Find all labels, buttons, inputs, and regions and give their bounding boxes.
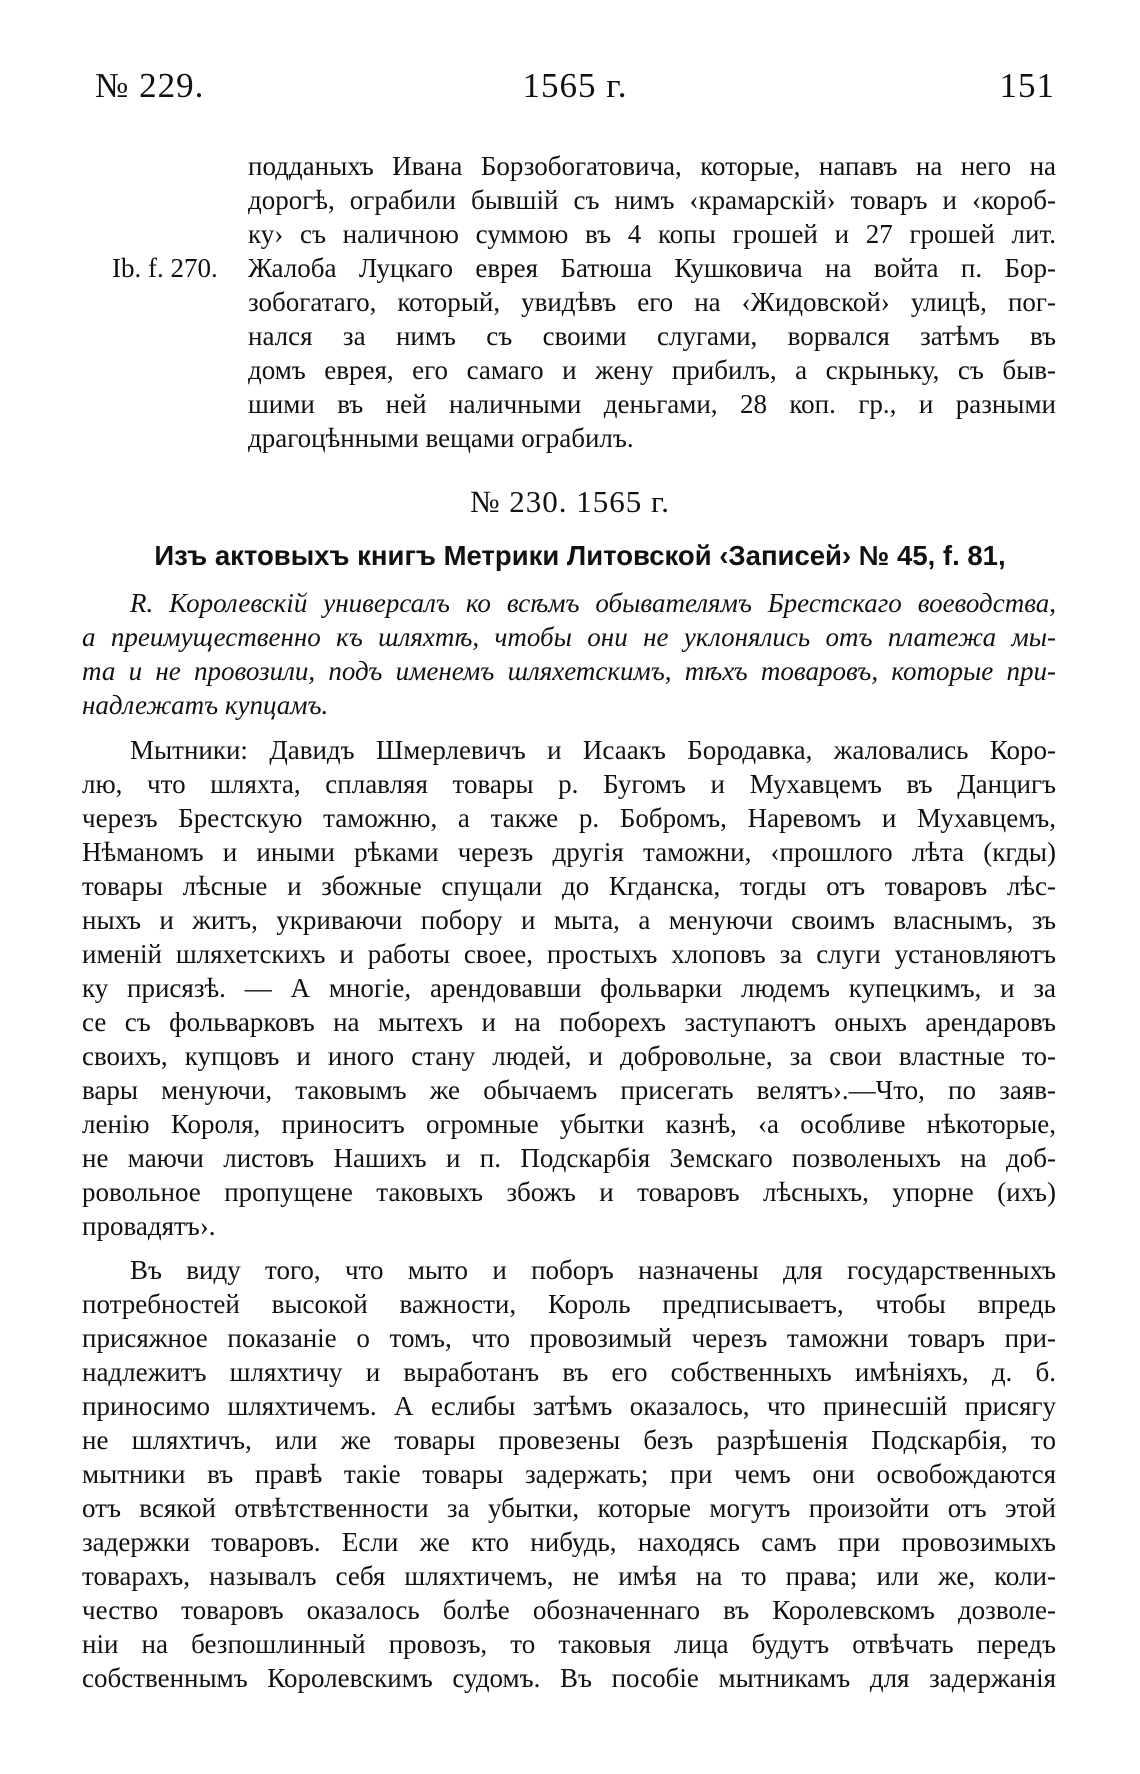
body-line: именій шляхетскихъ и работы своее, простыхъ хлоповъ за слуги установляютъ (82, 939, 1056, 969)
text-line: шими въ ней наличными деньгами, 28 коп. гр., и разными (248, 389, 1056, 419)
body-line: вары менуючи, таковымъ же обычаемъ присегать велятъ›.—Что, по заяв- (82, 1075, 1056, 1105)
body-line: черезъ Брестскую таможню, а также р. Бобромъ, Наревомъ и Мухавцемъ, (82, 803, 1056, 833)
text-line: дорогѣ, ограбили бывшій съ нимъ ‹крамарскій› товаръ и ‹короб- (248, 185, 1056, 215)
summary-line: та и не провозили, подъ именемъ шляхетскимъ, тѣхъ товаровъ, которые при- (82, 656, 1056, 686)
header-page-number: 151 (999, 66, 1055, 105)
body-line: товарахъ, называлъ себя шляхтичемъ, не имѣя на то права; или же, коли- (82, 1561, 1056, 1591)
body-line: Нѣманомъ и иными рѣками черезъ другія таможни, ‹прошлого лѣта (кгды) (82, 837, 1056, 867)
body-line: чество товаровъ оказалось болѣе обозначеннаго въ Королевскомъ дозволе- (82, 1595, 1056, 1625)
body-line: задержки товаровъ. Если же кто нибудь, находясь самъ при провозимыхъ (82, 1527, 1056, 1557)
document-source: Изъ актовыхъ книгъ Метрики Литовской ‹Записей› № 45, f. 81, (154, 540, 1006, 571)
body-line: надлежитъ шляхтичу и выработанъ въ его собственныхъ имѣніяхъ, д. б. (82, 1357, 1056, 1387)
header-year: 1565 г. (522, 66, 628, 105)
body-line: отъ всякой отвѣтственности за убытки, которые могутъ произойти отъ этой (82, 1493, 1056, 1523)
body-line: Въ виду того, что мыто и поборъ назначены для государственныхъ (130, 1255, 1056, 1285)
summary-line: а преимущественно къ шляхтѣ, чтобы они не уклонялись отъ платежа мы- (82, 622, 1056, 652)
header-document-number: № 229. (95, 66, 205, 105)
body-line: приносимо шляхтичемъ. А еслибы затѣмъ оказалось, что принесшій присягу (82, 1391, 1056, 1421)
summary-line: R. Королевскій универсалъ ко всѣмъ обывателямъ Брестскаго воеводства, (130, 588, 1056, 618)
body-line: ку присязѣ. — А многіе, арендовавши фольварки людемъ купецкимъ, и за (82, 973, 1056, 1003)
running-head (95, 66, 1055, 106)
body-line: товары лѣсные и збожные спущали до Кгданска, тогды отъ товаровъ лѣс- (82, 871, 1056, 901)
body-line: Мытники: Давидъ Шмерлевичъ и Исаакъ Бородавка, жаловались Коро- (130, 735, 1056, 765)
body-line: лю, что шляхта, сплавляя товары р. Бугомъ и Мухавцемъ въ Данцигъ (82, 769, 1056, 799)
body-line: ныхъ и житъ, укриваючи побору и мыта, а менуючи своимъ власнымъ, зъ (82, 905, 1056, 935)
document-heading: № 230. 1565 г. (469, 484, 671, 519)
body-line: мытники въ правѣ такіе товары задержать; при чемъ они освобождаются (82, 1459, 1056, 1489)
body-line: ніи на безпошлинный провозъ, то таковыя лица будутъ отвѣчать передъ (82, 1629, 1056, 1659)
text-line: домъ еврея, его самаго и жену прибилъ, а скрыньку, съ быв- (248, 355, 1056, 385)
folio-reference: Ib. f. 270. (112, 253, 218, 283)
summary-line: надлежатъ купцамъ. (82, 690, 329, 720)
body-line: собственнымъ Королевскимъ судомъ. Въ пособіе мытникамъ для задержанія (82, 1663, 1056, 1693)
body-line: потребностей высокой важности, Король предписываетъ, чтобы впредь (82, 1289, 1056, 1319)
body-line: провадятъ›. (82, 1211, 216, 1241)
body-line: ленію Короля, приноситъ огромные убытки казнѣ, ‹а особливе нѣкоторые, (82, 1109, 1056, 1139)
text-line: зобогатаго, который, увидѣвъ его на ‹Жидовской› улицѣ, пог- (248, 287, 1056, 317)
text-line: подданыхъ Ивана Борзобогатовича, которые, напавъ на него на (248, 151, 1056, 181)
body-line: присяжное показаніе о томъ, что провозимый черезъ таможни товаръ при- (82, 1323, 1056, 1353)
body-line: не шляхтичъ, или же товары провезены безъ разрѣшенія Подскарбія, то (82, 1425, 1056, 1455)
text-line: драгоцѣнными вещами ограбилъ. (248, 423, 634, 453)
body-line: своихъ, купцовъ и иного стану людей, и добровольне, за свои властные то- (82, 1041, 1056, 1071)
body-line: се съ фольварковъ на мытехъ и на поборехъ заступаютъ оныхъ арендаровъ (82, 1007, 1056, 1037)
body-line: ровольное пропущене таковыхъ збожъ и товаровъ лѣсныхъ, упорне (ихъ) (82, 1177, 1056, 1207)
body-line: не маючи листовъ Нашихъ и п. Подскарбія Земскаго позволеныхъ на доб- (82, 1143, 1056, 1173)
text-line: ку› съ наличною суммою въ 4 копы грошей и 27 грошей лит. (248, 219, 1056, 249)
text-line: нался за нимъ съ своими слугами, ворвался затѣмъ въ (248, 321, 1056, 351)
text-line: Жалоба Луцкаго еврея Батюша Кушковича на войта п. Бор- (248, 253, 1056, 283)
